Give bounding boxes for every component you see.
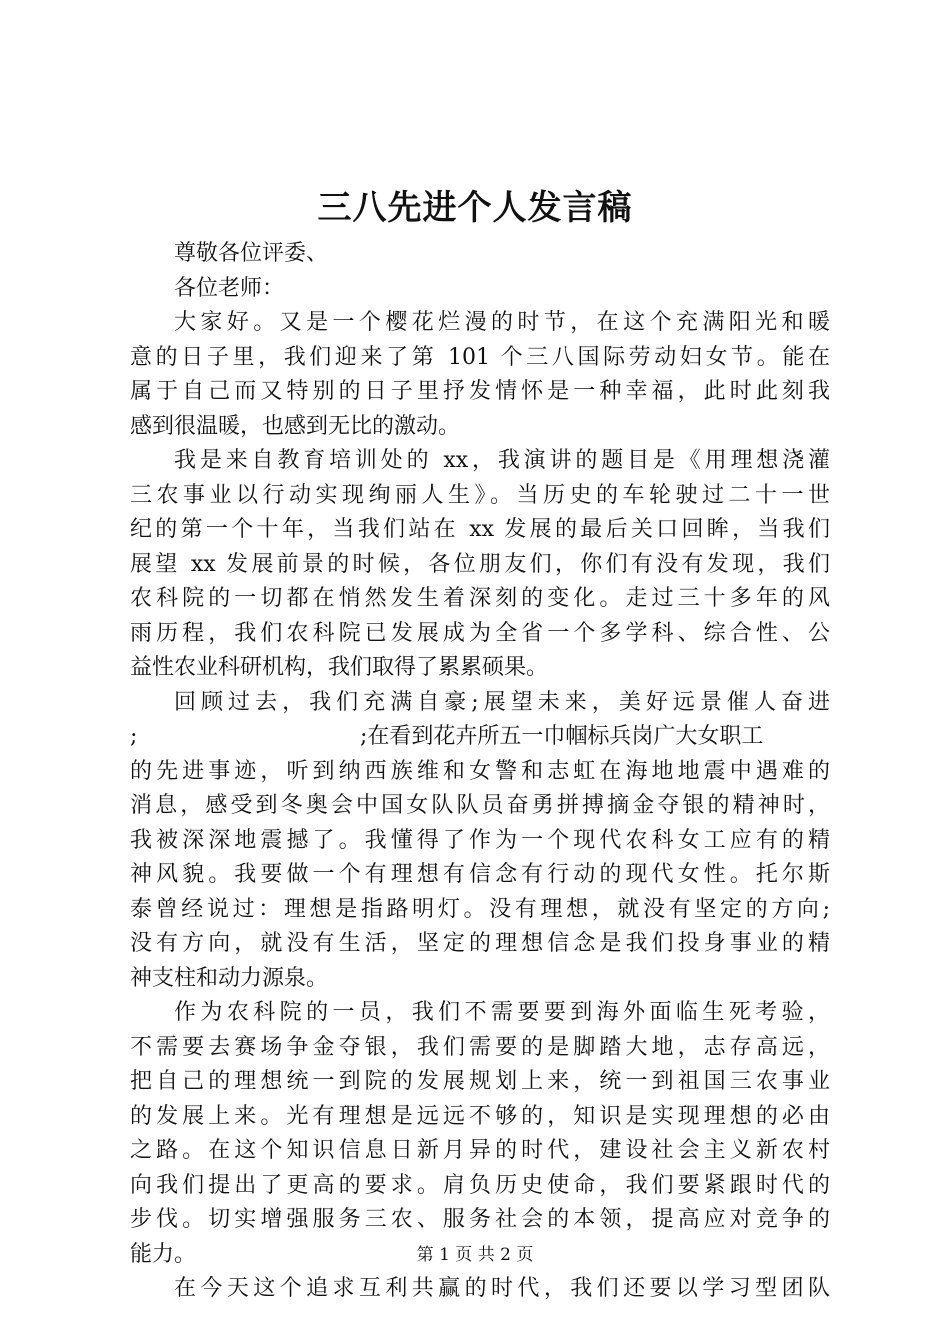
body-line: 回顾过去，我们充满自豪;展望未来，美好远景催人奋进 [174,689,830,715]
document-body [130,237,830,1307]
body-line: 在今天这个追求互利共赢的时代，我们还要以学习型团队 [174,1276,830,1301]
body-line [130,720,830,755]
body-line: 属于自己而又特别的日子里抒发情怀是一种幸福，此时此刻我 [130,379,830,404]
document-title: 三八先进个人发言稿 [317,188,633,228]
body-line: 没有方向，就没有生活，坚定的理想信念是我们投身事业的精 [130,931,830,956]
body-line: 消息，感受到冬奥会中国女队队员奋勇拼搏摘金夺银的精神时， [130,793,830,818]
body-line: 之路。在这个知识信息日新月异的时代，建设社会主义新农村 [130,1138,830,1163]
body-line: 展望 xx 发展前景的时候，各位朋友们，你们有没有发现，我们 [130,551,830,577]
body-line: 能力。 [130,1241,197,1267]
body-line: 农科院的一切都在悄然发生着深刻的变化。走过三十多年的风 [130,586,830,611]
body-line: 我是来自教育培训处的 xx，我演讲的题目是《用理想浇灌 [174,448,830,473]
body-line: 雨历程，我们农科院已发展成为全省一个多学科、综合性、公 [130,620,830,646]
body-line: 我被深深地震撼了。我懂得了作为一个现代农科女工应有的精 [130,827,830,853]
body-line: 把自己的理想统一到院的发展规划上来，统一到祖国三农事业 [130,1069,830,1094]
body-line: 尊敬各位评委、 [174,241,329,266]
body-line: 步伐。切实增强服务三农、服务社会的本领，提高应对竞争的 [130,1207,830,1232]
page-footer: 第 1 页 共 2 页 [416,1245,534,1265]
body-line: 作为农科院的一员，我们不需要要到海外面临生死考验， [174,1000,830,1025]
body-line: 神支柱和动力源泉。 [130,965,329,991]
body-line: 各位老师： [174,275,285,301]
body-line: 大家好。又是一个樱花烂漫的时节，在这个充满阳光和暖 [174,310,830,335]
body-line: 神风貌。我要做一个有理想有信念有行动的现代女性。托尔斯 [130,862,830,887]
body-line: 不需要去赛场争金夺银，我们需要的是脚踏大地，志存高远， [130,1034,830,1060]
body-line: 感到很温暖，也感到无比的激动。 [130,413,461,439]
body-line: 泰曾经说过：理想是指路明灯。没有理想，就没有坚定的方向; [130,896,830,922]
body-line: 益性农业科研机构，我们取得了累累硕果。 [130,655,549,680]
body-line: 意的日子里，我们迎来了第 101 个三八国际劳动妇女节。能在 [130,344,830,370]
body-line: 的发展上来。光有理想是远远不够的，知识是实现理想的必由 [130,1103,830,1129]
body-line: 纪的第一个十年，当我们站在 xx 发展的最后关口回眸，当我们 [130,517,830,542]
line-fragment: ; [130,724,138,749]
body-line: 三农事业以行动实现绚丽人生》。当历史的车轮驶过二十一世 [130,482,830,508]
line-fragment: ;在看到花卉所五一巾帼标兵岗广大女职工 [360,724,764,749]
body-line: 的先进事迹，听到纳西族维和女警和志虹在海地地震中遇难的 [130,758,830,784]
body-line: 向我们提出了更高的要求。肩负历史使命，我们要紧跟时代的 [130,1172,830,1198]
